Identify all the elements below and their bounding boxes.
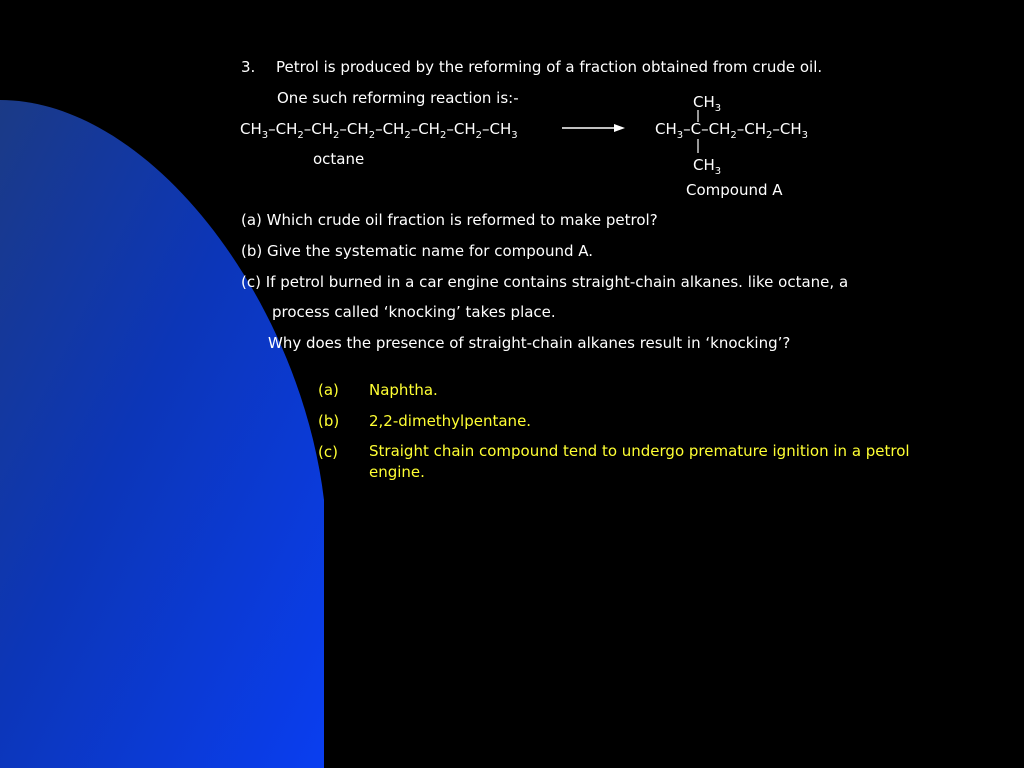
- question-part-c-line3: Why does the presence of straight-chain alkanes result in ‘knocking’?: [268, 334, 791, 352]
- question-part-a: (a) Which crude oil fraction is reformed to make petrol?: [241, 211, 658, 229]
- product-main-chain: $CH_3-C-CH_2-CH_2-CH_3$: [655, 120, 809, 141]
- reactant-formula: $CH_3-CH_2-CH_2-CH_2-CH_2-CH_2-CH_2-CH_3$: [240, 120, 518, 141]
- question-number: 3.: [241, 58, 256, 76]
- bottom-bond-line: [696, 139, 700, 153]
- product-bottom-branch: $CH_3$: [693, 156, 722, 177]
- question-intro-line2: One such reforming reaction is:-: [277, 89, 519, 107]
- answer-c-label: (c): [318, 443, 338, 461]
- answer-a-text: Naphtha.: [369, 381, 438, 399]
- right-arrow-icon: [562, 122, 626, 134]
- question-part-c-line1: (c) If petrol burned in a car engine contains straight-chain alkanes. like octane, a: [241, 273, 849, 291]
- question-intro-line1: Petrol is produced by the reforming of a fraction obtained from crude oil.: [276, 58, 823, 76]
- answer-c-text: Straight chain compound tend to undergo premature ignition in a petrol engine.: [369, 442, 910, 481]
- answer-b-text: 2,2-dimethylpentane.: [369, 412, 532, 430]
- answer-a-label: (a): [318, 381, 339, 399]
- answer-b-label: (b): [318, 412, 340, 430]
- compound-a-label: Compound A: [686, 181, 783, 199]
- octane-label: octane: [313, 150, 365, 168]
- question-part-c-line2: process called ‘knocking’ takes place.: [272, 303, 556, 321]
- question-part-b: (b) Give the systematic name for compound A.: [241, 242, 594, 260]
- product-top-branch: $CH_3$: [693, 93, 722, 114]
